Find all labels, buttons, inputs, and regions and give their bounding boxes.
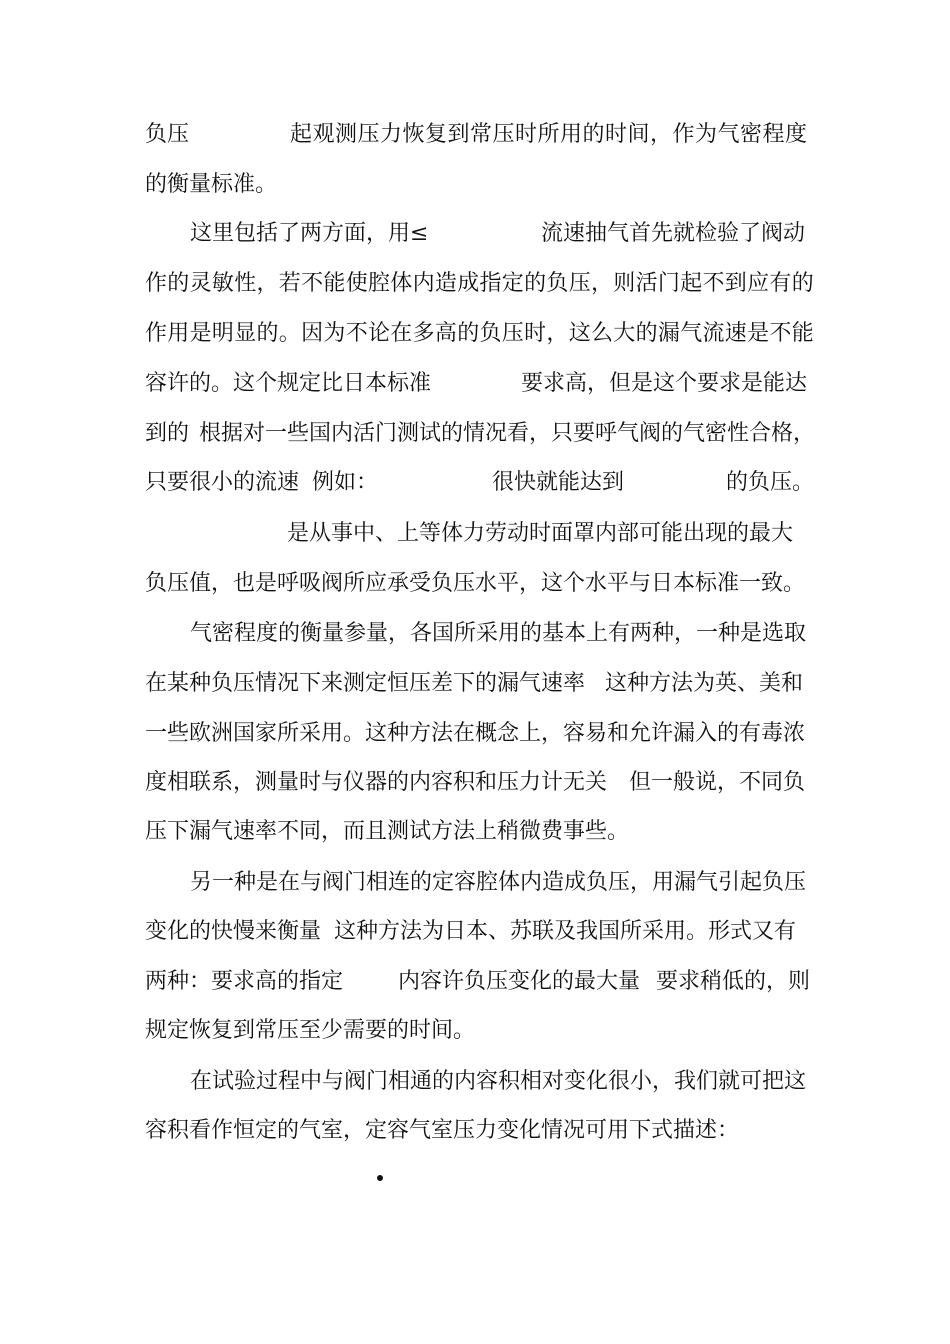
text-segment: 容许的。这个规定比日本标准	[145, 371, 432, 396]
text-segment: 内容许负压变化的最大量	[398, 969, 641, 994]
text-segment: 的衡量标准。	[145, 172, 278, 197]
text-segment: 容积看作恒定的气室，定容气室压力变化情况可用下式描述：	[145, 1118, 740, 1143]
text-segment: 这种方法为日本、苏联及我国所采用。形式又有	[334, 919, 797, 944]
text-segment: 变化的快慢来衡量	[145, 919, 322, 944]
text-segment: 根据对一些国内活门测试的情况看，只要呼气阀的气密性合格，	[199, 421, 816, 446]
text-segment: 规定恢复到常压至少需要的时间。	[145, 1018, 476, 1043]
text-segment: 气密程度的衡量参量，各国所采用的基本上有两种，一种是选取	[190, 621, 807, 646]
text-segment: 另一种是在与阀门相连的定容腔体内造成负压，用漏气引起负压	[190, 870, 807, 895]
bullet-dot	[377, 1175, 383, 1181]
text-segment: 在试验过程中与阀门相通的内容积相对变化很小，我们就可把这	[190, 1069, 807, 1094]
text-segment: 两种：要求高的指定	[145, 969, 344, 994]
text-segment: 负压值，也是呼吸阀所应承受负压水平，这个水平与日本标准一致。	[145, 571, 806, 596]
text-segment: 压下漏气速率不同，而且测试方法上稍微费事些。	[145, 819, 630, 844]
text-segment: 这种方法为英、美和	[605, 671, 804, 696]
text-segment: 作用是明显的。因为不论在多高的负压时，这么大的漏气流速是不能	[145, 321, 815, 346]
text-segment: 负压	[145, 122, 190, 147]
text-segment: 只要很小的流速	[145, 470, 300, 495]
text-segment: 的负压。	[726, 470, 815, 495]
text-segment: 流速抽气首先就检验了阀动	[541, 221, 806, 246]
text-segment: 要求稍低的，则	[656, 969, 811, 994]
text-segment: 起观测压力恢复到常压时所用的时间，作为气密程度	[290, 122, 808, 147]
text-segment: 是从事中、上等体力劳动时面罩内部可能出现的最大	[287, 521, 794, 546]
text-segment: 作的灵敏性，若不能使腔体内造成指定的负压，则活门起不到应有的	[145, 271, 815, 296]
text-segment: 度相联系，测量时与仪器的内容积和压力计无关	[145, 770, 608, 795]
text-segment: 一些欧洲国家所采用。这种方法在概念上，容易和允许漏入的有毒浓	[145, 721, 806, 746]
text-segment: 很快就能达到	[492, 470, 625, 495]
text-segment: 在某种负压情况下来测定恒压差下的漏气速率	[145, 671, 586, 696]
text-segment: 但一般说，不同负	[629, 770, 806, 795]
text-segment: 要求高，但是这个要求是能达	[521, 371, 808, 396]
text-segment: 例如：	[312, 470, 379, 495]
text-segment: 这里包括了两方面，用≤	[190, 221, 429, 246]
text-segment: 到的	[145, 421, 190, 446]
